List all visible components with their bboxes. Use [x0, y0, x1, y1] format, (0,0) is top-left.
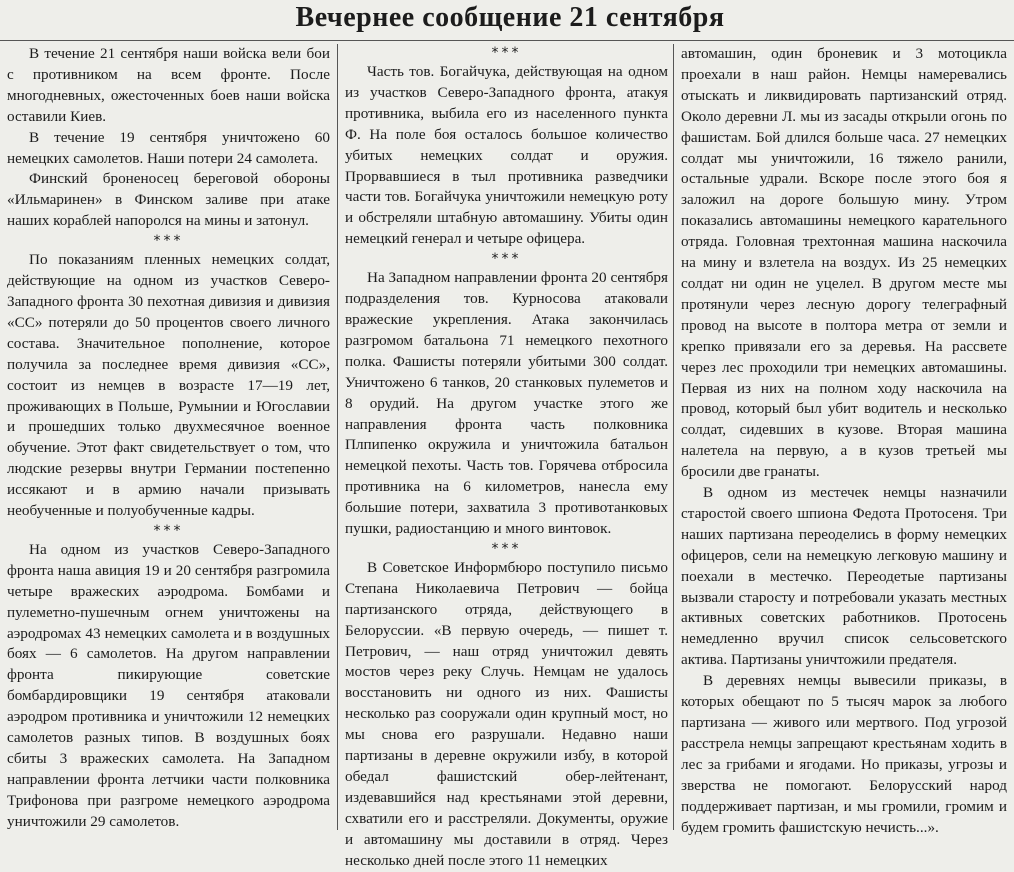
paragraph: В течение 19 сентября уничтожено 60 немецких самолетов. Наши потери 24 самолета.	[7, 128, 330, 167]
paragraph: В одном из местечек немцы назначили старостой своего шпиона Федота Протосеня. Три наших партизана переоделись в форму немецких офицеров, сели на немецкую легковую машину и поехали в местечко. Переодетые партизаны вызвали старосту и потребовали указать местных активных советских работников. Протосень немедленно вручил список сельсоветского актива. Партизаны уничтожили предателя.	[681, 484, 1007, 669]
section-separator: ***	[153, 522, 184, 539]
paragraph: Финский броненосец береговой обороны «Ильмаринен» в Финском заливе при атаке наших кораблей напоролся на мины и затонул.	[7, 170, 330, 230]
column-1	[7, 44, 330, 830]
section-separator: ***	[491, 45, 522, 61]
paragraph: автомашин, один броневик и 3 мотоцикла проехали в наш район. Немцы намеревались отыскать и ликвидировать партизанский отряд. Около деревни Л. мы из засады открыли огонь по фашистам. Бой длился больше часа. 27 немецких солдат мы уничтожили, 16 тяжело ранили, остальные удрали. Вскоре после этого боя я заложил на дороге большую мину. Утром показались автомашины немецкого карательного отряда. Головная трехтонная машина наскочила на мину и взлетела на воздух. Из 25 немецких солдат ни один не уцелел. В другом месте мы протянули через лесную дорогу телеграфный провод на высоте в полтора метра от земли и крепко привязали его за деревья. На рассвете через лес проходили три немецких автомашины. Первая из них на полном ходу наскочила на провод, который был убит водитель и несколько солдат, сидевших в кузове. Вторая машина налетела на первую, а в кузов третьей мы бросили две гранаты.	[681, 45, 1007, 481]
column-divider-2	[673, 44, 674, 830]
paragraph: В деревнях немцы вывесили приказы, в которых обещают по 5 тысяч марок за любого партизана — живого или мертвого. Под угрозой расстрела немцы запрещают крестьянам ходить в лес за грибами и ягодами. Но приказы, угрозы и зверства не помогают. Белорусский народ поддерживает партизан, и мы громили, громим и будем громить фашистскую нечисть...».	[681, 672, 1007, 836]
paragraph: В течение 21 сентября наши войска вели бои с противником на всем фронте. После многодневных, ожесточенных боев наши войска оставили Киев.	[7, 45, 330, 125]
paragraph: На одном из участков Северо-Западного фронта наша авиция 19 и 20 сентября разгромила четыре вражеских аэродрома. Бомбами и пулеметно-пушечным огнем уничтожены на аэродромах 43 немецких самолета и в воздушных боях — 6 самолетов. На другом направлении фронта пикирующие советские бомбардировщики 19 сентября атаковали аэродром противника и уничтожили 12 немецких самолетов разных типов. В воздушных боях сбиты 3 вражеских самолета. На Западном направлении фронта летчики части полковника Трифонова при разгроме немецкого аэродрома уничтожили 29 самолетов.	[7, 540, 330, 830]
column-divider-1	[337, 44, 338, 830]
article-title: Вечернее сообщение 21 сентября	[295, 2, 725, 33]
paragraph: На Западном направлении фронта 20 сентября подразделения тов. Курносова атаковали вражеские укрепления. Атака закончилась разгромом батальона 71 немецкого пехотного полка. Фашисты потеряли убитыми 300 солдат. Уничтожено 6 танков, 20 станковых пулеметов и 8 орудий. На другом участке этого же направления фронта часть полковника Плпипенко окружила и уничтожила батальон немецкой пехоты. Часть тов. Горячева отбросила противника на 6 километров, нанесла ему большие потери, захватила 3 противотанковых пушки, радиостанцию и много винтовок.	[345, 269, 668, 538]
section-separator: ***	[491, 540, 522, 557]
column-3	[681, 44, 1007, 836]
section-separator: ***	[153, 233, 184, 250]
paragraph: Часть тов. Богайчука, действующая на одном из участков Северо-Западного фронта, атакуя противника, выбила его из населенного пункта Ф. На поле боя осталось большое количество убитых немецких солдат и оружия. Прорвавшиеся в тыл противника разведчики части тов. Богайчука уничтожили немецкую роту и обстреляли штабную автомашину. Убиты один немецкий генерал и четыре офицера.	[345, 63, 668, 248]
paragraph: В Советское Информбюро поступило письмо Степана Николаевича Петрович — бойца партизанского отряда, действующего в Белоруссии. «В первую очередь, — пишет т. Петрович, — наш отряд уничтожил девять мостов через реку Случь. Немцам не удалось восстановить ни одного из них. Фашисты несколько раз сооружали один крупный мост, но мы снова его разрушали. Недавно наши партизаны в деревне окружили избу, в которой обедал фашистский обер-лейтенант, издевавшийся над крестьянами этой деревни, схватили его и расстреляли. Документы, оружие и автомашину мы доставили в отряд. Через несколько дней после этого 11 немецких	[345, 558, 668, 869]
column-2	[345, 44, 668, 869]
paragraph: По показаниям пленных немецких солдат, действующие на одном из участков Северо-Западного фронта 30 пехотная дивизия и дивизия «СС» потеряли до 50 процентов своего личного состава. Значительное пополнение, которое получила за последнее время дивизия «СС», состоит из немцев в возрасте 17—19 лет, проживающих в Польше, Румынии и Югославии и прошедших только двухмесячное военное обучение. Этот факт свидетельствует о том, что людские резервы внутри Германии постепенно иссякают и в армию начали призывать необученные и полуобученные кадры.	[7, 251, 330, 520]
section-separator: ***	[491, 251, 522, 268]
title-rule	[0, 40, 1014, 41]
